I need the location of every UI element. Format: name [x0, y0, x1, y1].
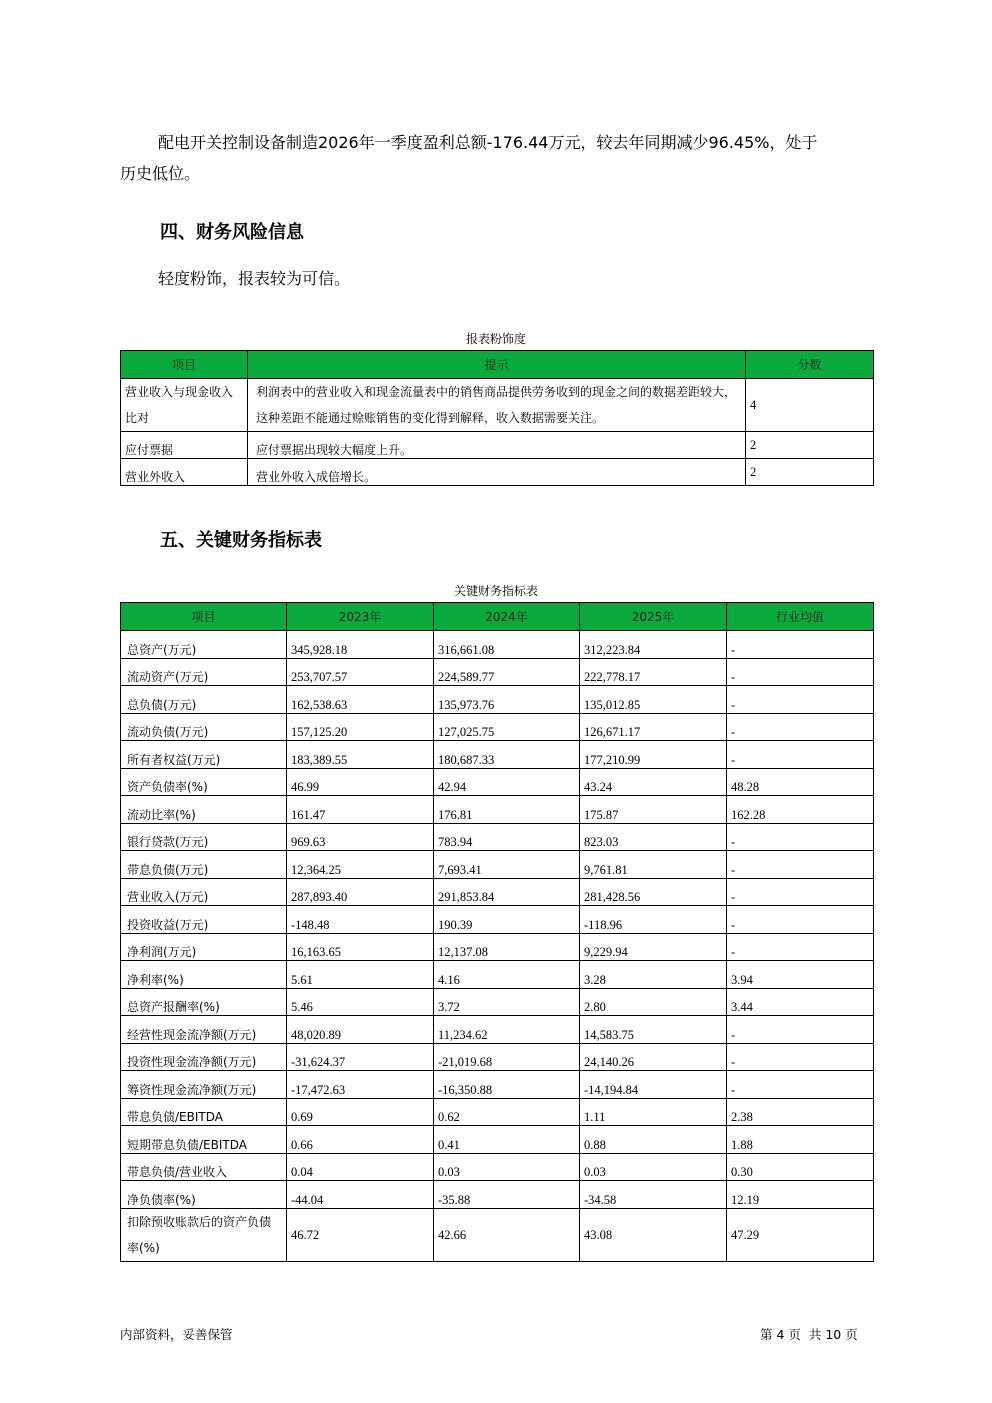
table-row	[121, 1153, 874, 1181]
value-2023-cell: 157,125.20	[287, 713, 434, 741]
value-2025-cell: 14,583.75	[580, 1016, 727, 1044]
table-row	[121, 768, 874, 796]
row-hint-cell: 营业外收入成倍增长。	[248, 459, 746, 486]
value-2024-cell: -16,350.88	[434, 1071, 580, 1099]
table-row	[121, 1208, 874, 1261]
value-2023-cell: 46.99	[287, 768, 434, 796]
metric-name-cell: 所有者权益(万元)	[121, 741, 287, 769]
header-industry-avg: 行业均值	[727, 603, 874, 631]
row-item-cell: 应付票据	[121, 432, 248, 459]
value-2023-cell: 5.46	[287, 988, 434, 1016]
value-2024-cell: 783.94	[434, 823, 580, 851]
metric-name-cell: 经营性现金流净额(万元)	[121, 1016, 287, 1044]
metric-name-cell: 流动资产(万元)	[121, 658, 287, 686]
value-2024-cell: 11,234.62	[434, 1016, 580, 1044]
risk-summary-text: 轻度粉饰，报表较为可信。	[158, 269, 351, 288]
table-row	[121, 1181, 874, 1209]
header-2023: 2023年	[287, 603, 434, 631]
table2-caption: 关键财务指标表	[453, 584, 538, 598]
intro-line-1: 配电开关控制设备制造2026年一季度盈利总额-176.44万元，较去年同期减少96.45%，处于	[158, 133, 818, 152]
header-score: 分数	[746, 351, 874, 379]
metric-name-cell: 带息负债/营业收入	[121, 1153, 287, 1181]
value-2024-cell: 316,661.08	[434, 631, 580, 659]
industry-avg-cell: 47.29	[727, 1208, 874, 1261]
value-2025-cell: 3.28	[580, 961, 727, 989]
value-2023-cell: 5.61	[287, 961, 434, 989]
industry-avg-cell: 1.88	[727, 1126, 874, 1154]
metric-name-cell: 净利润(万元)	[121, 933, 287, 961]
industry-avg-cell: -	[727, 823, 874, 851]
table-row	[121, 796, 874, 824]
value-2025-cell: 43.24	[580, 768, 727, 796]
value-2024-cell: 180,687.33	[434, 741, 580, 769]
metric-name-cell: 总资产报酬率(%)	[121, 988, 287, 1016]
table-row	[121, 1126, 874, 1154]
value-2023-cell: 48,020.89	[287, 1016, 434, 1044]
industry-avg-cell: 0.30	[727, 1153, 874, 1181]
industry-avg-cell: -	[727, 1016, 874, 1044]
value-2025-cell: 126,671.17	[580, 713, 727, 741]
row-hint-cell: 利润表中的营业收入和现金流量表中的销售商品提供劳务收到的现金之间的数据差距较大，这种差距不能通过赊账销售的变化得到解释，收入数据需要关注。	[248, 379, 746, 432]
value-2024-cell: 291,853.84	[434, 878, 580, 906]
header-2025: 2025年	[580, 603, 727, 631]
industry-avg-cell: 162.28	[727, 796, 874, 824]
value-2024-cell: -21,019.68	[434, 1043, 580, 1071]
metric-name-cell: 带息负债/EBITDA	[121, 1098, 287, 1126]
value-2023-cell: 969.63	[287, 823, 434, 851]
value-2025-cell: 0.88	[580, 1126, 727, 1154]
value-2025-cell: 281,428.56	[580, 878, 727, 906]
value-2023-cell: 345,928.18	[287, 631, 434, 659]
industry-avg-cell: -	[727, 878, 874, 906]
value-2024-cell: 7,693.41	[434, 851, 580, 879]
value-2024-cell: 42.66	[434, 1208, 580, 1261]
industry-avg-cell: 3.94	[727, 961, 874, 989]
industry-avg-cell: -	[727, 741, 874, 769]
value-2025-cell: 0.03	[580, 1153, 727, 1181]
section5-heading: 五、关键财务指标表	[160, 530, 322, 551]
table-row	[121, 1016, 874, 1044]
value-2025-cell: 9,229.94	[580, 933, 727, 961]
value-2025-cell: 175.87	[580, 796, 727, 824]
metric-name-cell: 投资收益(万元)	[121, 906, 287, 934]
metric-name-cell: 扣除预收账款后的资产负债率(%)	[121, 1208, 287, 1261]
metric-name-cell: 带息负债(万元)	[121, 851, 287, 879]
value-2024-cell: 0.41	[434, 1126, 580, 1154]
table-row	[121, 432, 874, 459]
table-row	[121, 851, 874, 879]
header-hint: 提示	[248, 351, 746, 379]
section4-heading: 四、财务风险信息	[160, 222, 304, 243]
row-item-cell: 营业收入与现金收入比对	[121, 379, 248, 432]
value-2024-cell: 0.03	[434, 1153, 580, 1181]
footer-page-number: 第 4 页 共 10 页	[760, 1327, 858, 1342]
industry-avg-cell: 12.19	[727, 1181, 874, 1209]
metric-name-cell: 筹资性现金流净额(万元)	[121, 1071, 287, 1099]
table-row	[121, 713, 874, 741]
table-row	[121, 988, 874, 1016]
value-2024-cell: 127,025.75	[434, 713, 580, 741]
metric-name-cell: 总资产(万元)	[121, 631, 287, 659]
header-item: 项目	[121, 603, 287, 631]
value-2025-cell: 43.08	[580, 1208, 727, 1261]
value-2025-cell: 24,140.26	[580, 1043, 727, 1071]
table-row	[121, 631, 874, 659]
value-2023-cell: 0.69	[287, 1098, 434, 1126]
value-2024-cell: 176.81	[434, 796, 580, 824]
value-2023-cell: 16,163.65	[287, 933, 434, 961]
table-row	[121, 933, 874, 961]
metric-name-cell: 总负债(万元)	[121, 686, 287, 714]
value-2025-cell: 135,012.85	[580, 686, 727, 714]
value-2023-cell: 161.47	[287, 796, 434, 824]
table1-caption: 报表粉饰度	[465, 332, 526, 346]
value-2023-cell: 0.04	[287, 1153, 434, 1181]
value-2024-cell: 4.16	[434, 961, 580, 989]
footer-confidential: 内部资料，妥善保管	[120, 1327, 233, 1342]
table-row	[121, 379, 874, 432]
table-row	[121, 1098, 874, 1126]
metric-name-cell: 资产负债率(%)	[121, 768, 287, 796]
metric-name-cell: 银行贷款(万元)	[121, 823, 287, 851]
value-2024-cell: 224,589.77	[434, 658, 580, 686]
value-2023-cell: -31,624.37	[287, 1043, 434, 1071]
industry-avg-cell: 3.44	[727, 988, 874, 1016]
metric-name-cell: 流动负债(万元)	[121, 713, 287, 741]
intro-line-2: 历史低位。	[120, 164, 201, 183]
value-2023-cell: 253,707.57	[287, 658, 434, 686]
table-row	[121, 686, 874, 714]
table-row	[121, 741, 874, 769]
value-2023-cell: 12,364.25	[287, 851, 434, 879]
value-2025-cell: 1.11	[580, 1098, 727, 1126]
value-2025-cell: -34.58	[580, 1181, 727, 1209]
value-2024-cell: 0.62	[434, 1098, 580, 1126]
value-2025-cell: -118.96	[580, 906, 727, 934]
row-score-cell: 2	[746, 459, 874, 486]
value-2024-cell: -35.88	[434, 1181, 580, 1209]
value-2023-cell: -44.04	[287, 1181, 434, 1209]
industry-avg-cell: -	[727, 933, 874, 961]
key-metrics-table	[120, 602, 874, 1262]
value-2023-cell: -17,472.63	[287, 1071, 434, 1099]
table-row	[121, 1071, 874, 1099]
table-row	[121, 906, 874, 934]
industry-avg-cell: -	[727, 1043, 874, 1071]
industry-avg-cell: -	[727, 658, 874, 686]
value-2025-cell: 2.80	[580, 988, 727, 1016]
industry-avg-cell: 48.28	[727, 768, 874, 796]
value-2024-cell: 135,973.76	[434, 686, 580, 714]
table-row	[121, 1043, 874, 1071]
value-2025-cell: 9,761.81	[580, 851, 727, 879]
row-item-cell: 营业外收入	[121, 459, 248, 486]
whitewash-table	[120, 350, 874, 486]
metric-name-cell: 营业收入(万元)	[121, 878, 287, 906]
metric-name-cell: 净负债率(%)	[121, 1181, 287, 1209]
value-2025-cell: 222,778.17	[580, 658, 727, 686]
value-2023-cell: 183,389.55	[287, 741, 434, 769]
value-2023-cell: 46.72	[287, 1208, 434, 1261]
risk-summary	[120, 263, 880, 294]
industry-avg-cell: -	[727, 1071, 874, 1099]
metric-name-cell: 净利率(%)	[121, 961, 287, 989]
value-2024-cell: 190.39	[434, 906, 580, 934]
metric-name-cell: 短期带息负债/EBITDA	[121, 1126, 287, 1154]
industry-avg-cell: 2.38	[727, 1098, 874, 1126]
table-row	[121, 961, 874, 989]
header-2024: 2024年	[434, 603, 580, 631]
header-item: 项目	[121, 351, 248, 379]
metric-name-cell: 流动比率(%)	[121, 796, 287, 824]
value-2023-cell: 0.66	[287, 1126, 434, 1154]
industry-avg-cell: -	[727, 851, 874, 879]
table-row	[121, 658, 874, 686]
table-row	[121, 823, 874, 851]
value-2025-cell: 177,210.99	[580, 741, 727, 769]
value-2023-cell: -148.48	[287, 906, 434, 934]
value-2024-cell: 12,137.08	[434, 933, 580, 961]
table-row	[121, 878, 874, 906]
industry-avg-cell: -	[727, 713, 874, 741]
metric-name-cell: 投资性现金流净额(万元)	[121, 1043, 287, 1071]
value-2023-cell: 162,538.63	[287, 686, 434, 714]
row-hint-cell: 应付票据出现较大幅度上升。	[248, 432, 746, 459]
value-2024-cell: 3.72	[434, 988, 580, 1016]
industry-avg-cell: -	[727, 631, 874, 659]
value-2025-cell: -14,194.84	[580, 1071, 727, 1099]
table-row	[121, 459, 874, 486]
industry-avg-cell: -	[727, 906, 874, 934]
value-2025-cell: 823.03	[580, 823, 727, 851]
value-2025-cell: 312,223.84	[580, 631, 727, 659]
value-2024-cell: 42.94	[434, 768, 580, 796]
value-2023-cell: 287,893.40	[287, 878, 434, 906]
industry-avg-cell: -	[727, 686, 874, 714]
row-score-cell: 2	[746, 432, 874, 459]
row-score-cell: 4	[746, 379, 874, 432]
intro-paragraph	[120, 127, 880, 189]
